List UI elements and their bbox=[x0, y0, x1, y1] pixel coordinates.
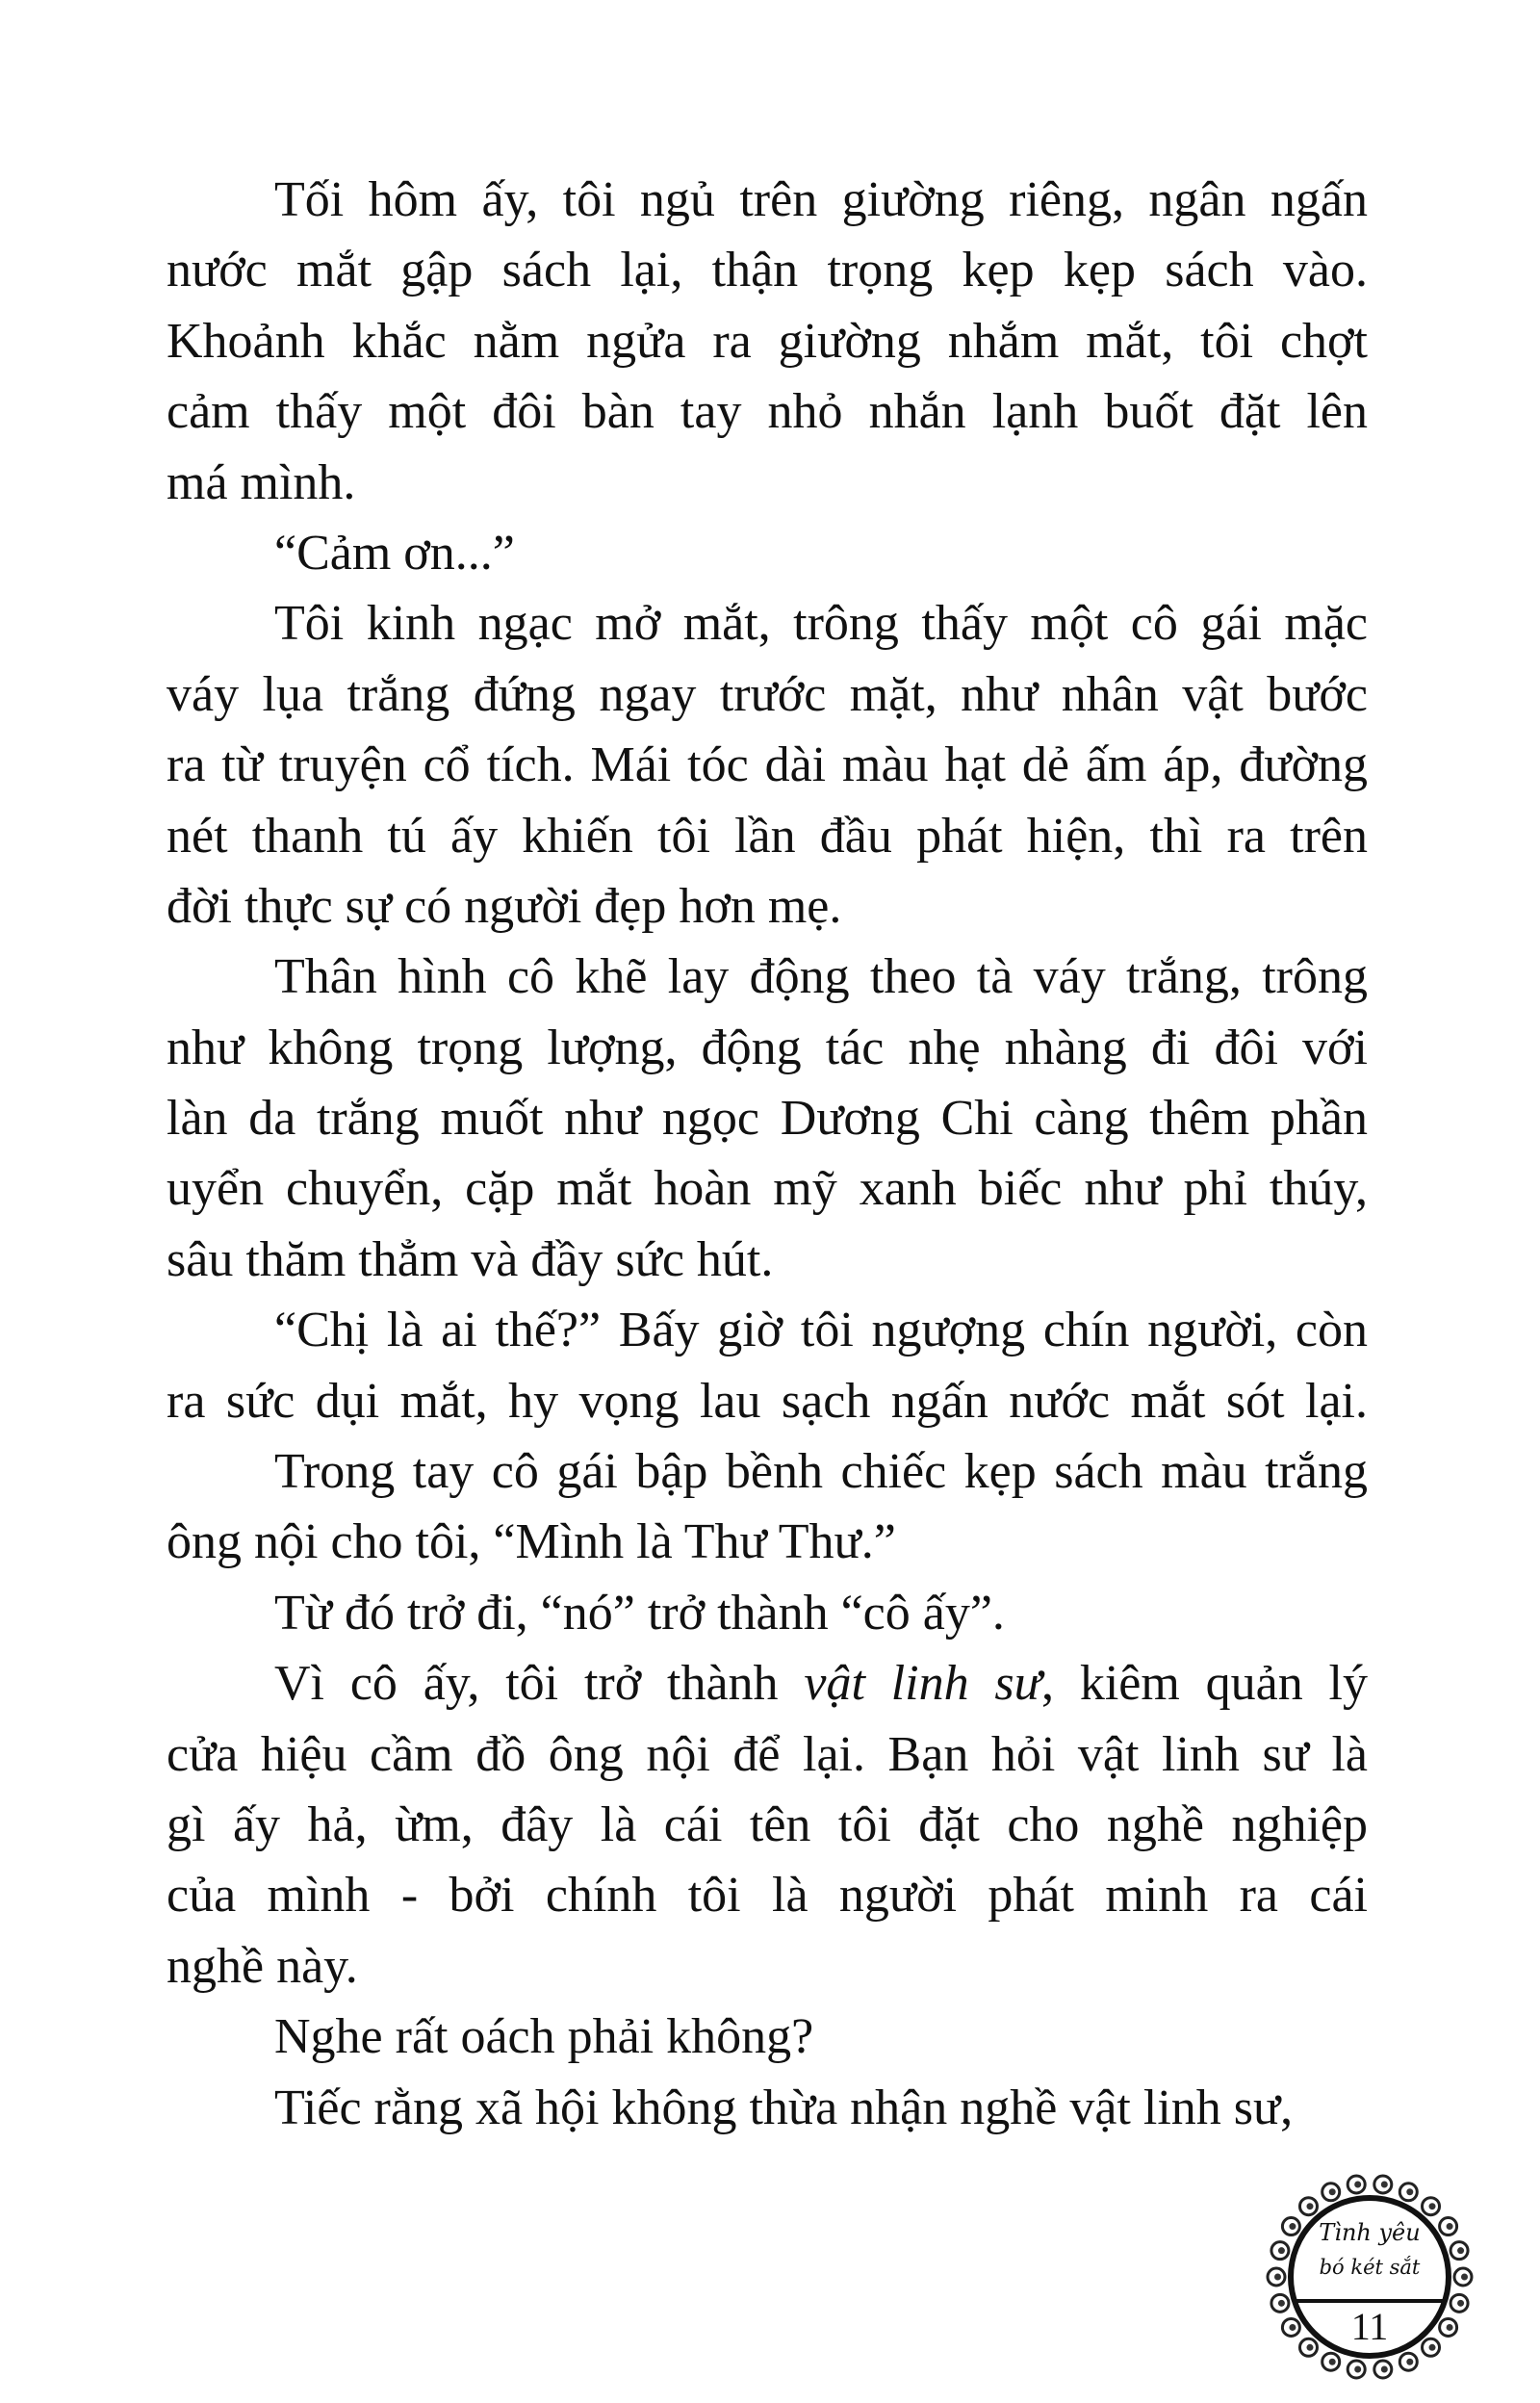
text-line: nét thanh tú ấy khiến tôi lần đầu phát hiện, thì ra trên bbox=[167, 808, 1368, 864]
text-line: Thân hình cô khẽ lay động theo tà váy trắng, trông bbox=[274, 949, 1368, 1005]
swirl-ornament bbox=[1354, 2366, 1361, 2373]
swirl-ornament bbox=[1457, 2247, 1464, 2254]
swirl-ornament bbox=[1278, 2247, 1285, 2254]
page-number-emblem bbox=[1264, 2171, 1476, 2383]
text-line: ông nội cho tôi, “Mình là Thư Thư.” bbox=[167, 1514, 896, 1570]
swirl-ornament bbox=[1329, 2188, 1336, 2195]
swirl-ornament bbox=[1381, 2366, 1388, 2373]
text-line: gì ấy hả, ừm, đây là cái tên tôi đặt cho nghề nghiệp bbox=[167, 1796, 1368, 1852]
text-line: Tôi kinh ngạc mở mắt, trông thấy một cô gái mặc bbox=[274, 596, 1368, 652]
text-line: ra từ truyện cổ tích. Mái tóc dài màu hạt dẻ ấm áp, đường bbox=[167, 737, 1368, 793]
text-line: nước mắt gập sách lại, thận trọng kẹp kẹp sách vào. bbox=[167, 243, 1368, 298]
text-line: uyển chuyển, cặp mắt hoàn mỹ xanh biếc như phỉ thúy, bbox=[167, 1161, 1368, 1217]
text-segment: , kiêm quản lý bbox=[1041, 1656, 1368, 1712]
text-line: Tiếc rằng xã hội không thừa nhận nghề vật linh sư, bbox=[274, 2080, 1294, 2135]
italic-term: vật linh sư bbox=[804, 1656, 1042, 1712]
text-line: “Cảm ơn...” bbox=[274, 525, 515, 581]
swirl-ornament bbox=[1406, 2359, 1413, 2365]
text-line: Tối hôm ấy, tôi ngủ trên giường riêng, ngân ngấn bbox=[274, 172, 1368, 227]
text-line: cửa hiệu cầm đồ ông nội để lại. Bạn hỏi vật linh sư là bbox=[167, 1726, 1368, 1782]
text-line: như không trọng lượng, động tác nhẹ nhàng đi đôi với bbox=[167, 1020, 1368, 1075]
page-body-text bbox=[167, 165, 1368, 2143]
book-title-line1: Tình yêu bbox=[1319, 2219, 1421, 2246]
book-title-line2: bó két sắt bbox=[1319, 2256, 1421, 2279]
text-line: Nghe rất oách phải không? bbox=[274, 2009, 814, 2065]
text-line: nghề này. bbox=[167, 1938, 358, 1994]
swirl-ornament bbox=[1381, 2181, 1388, 2187]
text-line: làn da trắng muốt như ngọc Dương Chi càng thêm phần bbox=[167, 1091, 1368, 1147]
text-segment: Vì cô ấy, tôi trở thành bbox=[274, 1656, 805, 1712]
swirl-ornament bbox=[1354, 2181, 1361, 2187]
text-line: Trong tay cô gái bập bềnh chiếc kẹp sách màu trắng bbox=[274, 1444, 1368, 1500]
swirl-ornament bbox=[1306, 2203, 1313, 2209]
text-line: “Chị là ai thế?” Bấy giờ tôi ngượng chín người, còn bbox=[274, 1303, 1368, 1358]
swirl-ornament bbox=[1329, 2359, 1336, 2365]
text-line: má mình. bbox=[167, 454, 356, 510]
swirl-ornament bbox=[1406, 2188, 1413, 2195]
text-line: cảm thấy một đôi bàn tay nhỏ nhắn lạnh buốt đặt lên bbox=[167, 384, 1368, 440]
text-line: sâu thăm thẳm và đầy sức hút. bbox=[167, 1231, 774, 1287]
swirl-ornament bbox=[1429, 2203, 1436, 2209]
text-line bbox=[167, 1648, 1368, 1718]
text-line: Từ đó trở đi, “nó” trở thành “cô ấy”. bbox=[274, 1585, 1005, 1641]
page-number: 11 bbox=[1350, 2305, 1389, 2348]
text-line: đời thực sự có người đẹp hơn mẹ. bbox=[167, 878, 842, 934]
text-line: váy lụa trắng đứng ngay trước mặt, như nhân vật bước bbox=[167, 666, 1368, 722]
text-line: của mình - bởi chính tôi là người phát minh ra cái bbox=[167, 1868, 1368, 1924]
text-line: Khoảnh khắc nằm ngửa ra giường nhắm mắt, tôi chợt bbox=[167, 313, 1368, 369]
text-line: ra sức dụi mắt, hy vọng lau sạch ngấn nước mắt sót lại. bbox=[167, 1373, 1368, 1429]
